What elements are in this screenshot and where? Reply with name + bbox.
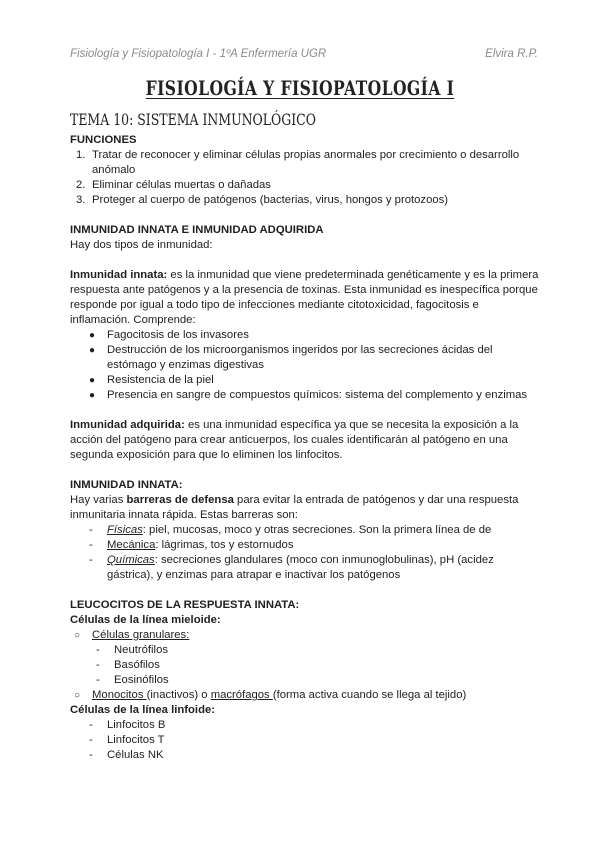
list-number: 2. — [76, 179, 86, 191]
tipos-intro: Hay dos tipos de inmunidad: — [70, 239, 213, 251]
barrier-term: Mecánica — [107, 539, 156, 551]
barreras-list — [70, 523, 540, 583]
dash-marker: - — [89, 749, 93, 761]
innata-text: es la inmunidad que viene predeterminada genéticamente y es la primera respuesta ante patógenos y a la presencia de toxinas. Esta inmunidad es inespecífica porque responde por igual a todo tipo de infecciones mediante citotoxicidad, fagocitosis e inflamación. Comprende: — [70, 269, 539, 326]
barreras-intro — [70, 493, 540, 523]
document-title-text: FISIOLOGÍA Y FISIOPATOLOGÍA I — [145, 76, 455, 100]
list-item-text: Linfocitos B — [107, 719, 166, 731]
macrofagos-label: macrófagos — [210, 689, 273, 701]
dash-marker: - — [89, 554, 93, 566]
innata-paragraph — [70, 268, 540, 328]
list-item — [70, 148, 540, 178]
linfoide-heading: Células de la línea linfoide: — [70, 704, 216, 716]
barrier-text: : secreciones glandulares (moco con inmunoglobulinas), pH (acidez gástrica), y enzimas para atrapar e inactivar los patógenos — [107, 554, 494, 581]
list-item — [70, 718, 540, 733]
barrier-text: : lágrimas, tos y estornudos — [155, 539, 294, 551]
circle-bullet-icon: ○ — [74, 630, 81, 641]
funciones-list — [70, 148, 540, 208]
list-item-text: Células NK — [107, 749, 164, 761]
mieloide-heading: Células de la línea mieloide: — [70, 614, 221, 626]
bullet-icon: ● — [89, 345, 96, 356]
adquirida-text: es una inmunidad específica ya que se necesita la exposición a la acción del patógeno para crear anticuerpos, los cuales identificarán al patógeno en una segunda exposición para que lo eliminen los linfocitos. — [70, 419, 519, 461]
list-item-text: Destrucción de los microorganismos ingeridos por las secreciones ácidas del estómago y enzimas digestivas — [107, 344, 493, 371]
dash-marker: - — [96, 674, 100, 686]
innata-label: Inmunidad innata: — [70, 269, 168, 281]
list-item-text: Eosinófilos — [114, 674, 169, 686]
granulares-list — [70, 643, 540, 688]
list-item — [70, 553, 540, 583]
list-item — [70, 673, 540, 688]
list-item-text: Resistencia de la piel — [107, 374, 214, 386]
dash-marker: - — [89, 539, 93, 551]
dash-marker: - — [89, 734, 93, 746]
dash-marker: - — [96, 659, 100, 671]
barreras-intro-b: para evitar la entrada de patógenos y dar una respuesta inmunitaria innata rápida. Estas barreras son: — [70, 494, 519, 521]
barreras-term: barreras de defensa — [126, 494, 234, 506]
monocitos-label: Monocitos — [92, 689, 147, 701]
barrier-term: Físicas — [107, 524, 143, 536]
granulares-label: Células granulares: — [92, 629, 190, 641]
adquirida-paragraph — [70, 418, 540, 463]
list-item — [70, 388, 540, 403]
dash-marker: - — [96, 644, 100, 656]
list-item — [70, 193, 540, 208]
dash-marker: - — [89, 719, 93, 731]
innata-bullet-list — [70, 328, 540, 403]
innata-adquirida-heading: INMUNIDAD INNATA E INMUNIDAD ADQUIRIDA — [70, 224, 324, 236]
list-item — [70, 328, 540, 343]
list-item — [70, 343, 540, 373]
list-item-text: Eliminar células muertas o dañadas — [92, 179, 271, 191]
topic-title: TEMA 10: SISTEMA INMUNOLÓGICO — [70, 110, 316, 129]
funciones-heading: FUNCIONES — [70, 134, 137, 146]
circle-bullet-icon: ○ — [74, 690, 81, 701]
list-number: 1. — [76, 149, 86, 161]
bullet-icon: ● — [89, 375, 96, 386]
granulares-item — [70, 628, 540, 643]
header-author: Elvira R.P. — [485, 48, 538, 60]
header-course: Fisiología y Fisiopatología I - 1ºA Enfermería UGR — [70, 48, 327, 60]
list-item — [70, 373, 540, 388]
monocitos-text: (inactivos) o — [146, 689, 211, 701]
list-item-text: Presencia en sangre de compuestos químicos: sistema del complemento y enzimas — [107, 389, 528, 401]
bullet-icon: ● — [89, 330, 96, 341]
bullet-icon: ● — [89, 390, 96, 401]
innata-heading: INMUNIDAD INNATA: — [70, 479, 183, 491]
list-item-text: Fagocitosis de los invasores — [107, 329, 249, 341]
barrier-term: Químicas — [107, 554, 155, 566]
list-number: 3. — [76, 194, 86, 206]
list-item — [70, 643, 540, 658]
barreras-intro-a: Hay varias — [70, 494, 127, 506]
list-item-text: Basófilos — [114, 659, 160, 671]
barrier-text: : piel, mucosas, moco y otras secreciones. Son la primera línea de de — [142, 524, 492, 536]
list-item — [70, 658, 540, 673]
adquirida-label: Inmunidad adquirida: — [70, 419, 185, 431]
list-item-text: Neutrófilos — [114, 644, 168, 656]
page-header — [70, 48, 538, 62]
list-item — [70, 178, 540, 193]
linfoide-list — [70, 718, 540, 763]
list-item — [70, 538, 540, 553]
list-item-text: Linfocitos T — [107, 734, 165, 746]
list-item-text: Proteger al cuerpo de patógenos (bacterias, virus, hongos y protozoos) — [92, 194, 449, 206]
dash-marker: - — [89, 524, 93, 536]
list-item — [70, 523, 540, 538]
list-item — [70, 733, 540, 748]
monocitos-item — [70, 688, 540, 703]
macrofagos-text: (forma activa cuando se llega al tejido) — [272, 689, 467, 701]
leucocitos-heading: LEUCOCITOS DE LA RESPUESTA INNATA: — [70, 599, 300, 611]
document-title — [66, 76, 534, 100]
list-item — [70, 748, 540, 763]
document-body — [70, 133, 540, 763]
list-item-text: Tratar de reconocer y eliminar células propias anormales por crecimiento o desarrollo anómalo — [92, 149, 520, 176]
